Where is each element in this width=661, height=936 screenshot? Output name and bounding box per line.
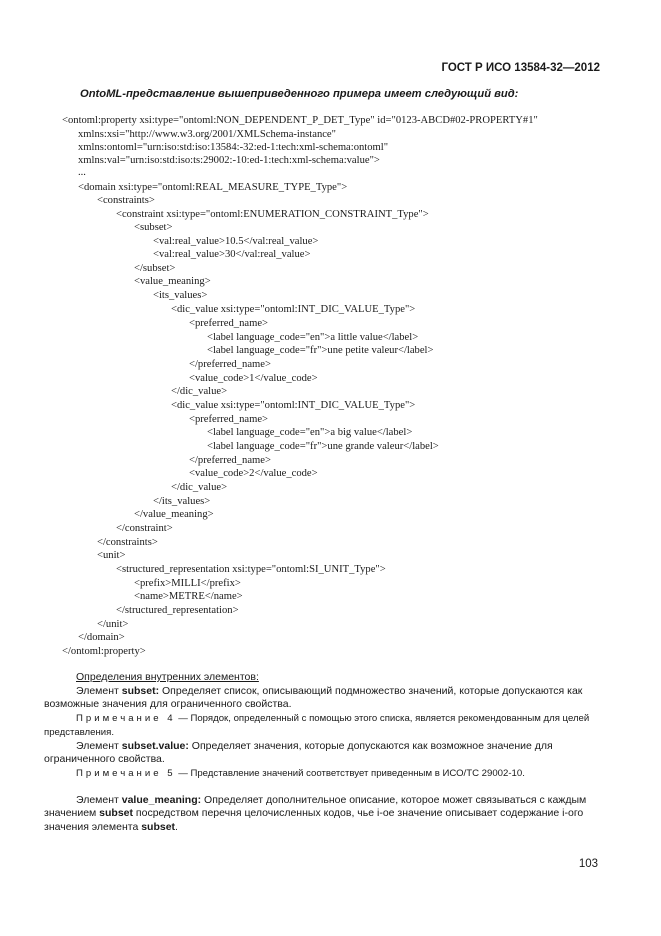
code-line: <value_meaning>: [134, 276, 211, 287]
definitions-heading: Определения внутренних элементов:: [76, 671, 259, 683]
term-subset: subset: [141, 821, 176, 834]
page-number: 103: [578, 858, 598, 870]
code-line: <domain xsi:type="ontoml:REAL_MEASURE_TYPE_Type">: [78, 182, 348, 193]
code-line: <label language_code="en">a big value</label>: [207, 427, 413, 438]
code-line: <preferred_name>: [189, 318, 268, 329]
term-subset: subset: [99, 807, 134, 820]
code-line: <dic_value xsi:type="ontoml:INT_DIC_VALUE_Type">: [171, 400, 416, 411]
code-line: </constraint>: [116, 523, 173, 534]
code-line: <structured_representation xsi:type="ontoml:SI_UNIT_Type">: [116, 564, 386, 575]
code-line: <constraint xsi:type="ontoml:ENUMERATION_CONSTRAINT_Type">: [116, 209, 429, 220]
code-line: xmlns:ontoml="urn:iso:std:iso:13584:-32:ed-1:tech:xml-schema:ontoml": [78, 142, 389, 153]
term-subset-value: subset.value:: [121, 739, 189, 752]
code-line: </preferred_name>: [189, 455, 271, 466]
code-line: xmlns:xsi="http://www.w3.org/2001/XMLSchema-instance": [78, 129, 336, 140]
code-line: </dic_value>: [171, 482, 228, 493]
code-line: ...: [78, 167, 86, 178]
code-line: <ontoml:property xsi:type="ontoml:NON_DEPENDENT_P_DET_Type" id="0123-ABCD#02-PROPERTY#1": [62, 115, 538, 126]
subset-value-definition: Элемент subset.value: Определяет значения, которые допускаются как возможное значение для ограниченного свойства.: [44, 739, 553, 766]
code-line: <its_values>: [153, 290, 208, 301]
value-meaning-definition: Элемент value_meaning: Определяет дополнительное описание, которое может связываться с каждым значением subset посредством перечня целочисленных кодов, чье i-ое значение описывает содержание i-ого значения элемента subset.: [44, 793, 587, 834]
code-line: <prefix>MILLI</prefix>: [134, 578, 241, 589]
code-line: </constraints>: [97, 537, 158, 548]
code-line: <label language_code="fr">une grande valeur</label>: [207, 441, 439, 452]
code-line: </preferred_name>: [189, 359, 271, 370]
code-line: <label language_code="fr">une petite valeur</label>: [207, 345, 434, 356]
code-line: </dic_value>: [171, 386, 228, 397]
note-5: Примечание 5 — Представление значений соответствует приведенным в ИСО/ТС 29002-10.: [76, 767, 525, 779]
code-line: </unit>: [97, 619, 129, 630]
code-line: <label language_code="en">a little value</label>: [207, 332, 419, 343]
code-line: <name>METRE</name>: [134, 591, 243, 602]
code-line: <value_code>2</value_code>: [189, 468, 318, 479]
code-line: </its_values>: [153, 496, 211, 507]
definitions-section: [44, 671, 599, 835]
term-value-meaning: value_meaning:: [121, 793, 202, 806]
note-label: Примечание 5: [76, 767, 176, 779]
term-subset: subset:: [121, 684, 160, 697]
code-line: <unit>: [97, 550, 126, 561]
code-line: </ontoml:property>: [62, 646, 146, 657]
code-line: </structured_representation>: [116, 605, 239, 616]
note-4: Примечание 4 — Порядок, определенный с помощью этого списка, является рекомендованным для целей представления.: [44, 713, 590, 738]
code-line: <preferred_name>: [189, 414, 268, 425]
code-line: </subset>: [134, 263, 176, 274]
code-line: <value_code>1</value_code>: [189, 373, 318, 384]
code-line: <val:real_value>10.5</val:real_value>: [153, 236, 319, 247]
subset-definition: Элемент subset: Определяет список, описывающий подмножество значений, которые допускаются как возможные значения для ограниченного свойства.: [44, 684, 583, 711]
code-line: <val:real_value>30</val:real_value>: [153, 249, 311, 260]
code-line: <dic_value xsi:type="ontoml:INT_DIC_VALUE_Type">: [171, 304, 416, 315]
intro-text: OntoML-представление вышеприведенного примера имеет следующий вид:: [80, 88, 519, 100]
document-header: ГОСТ Р ИСО 13584-32—2012: [441, 62, 600, 74]
code-line: </domain>: [78, 632, 125, 643]
note-label: Примечание 4: [76, 713, 176, 725]
code-line: <constraints>: [97, 195, 155, 206]
code-line: <subset>: [134, 222, 173, 233]
code-line: </value_meaning>: [134, 509, 214, 520]
code-line: xmlns:val="urn:iso:std:iso:ts:29002:-10:ed-1:tech:xml-schema:value">: [78, 155, 380, 166]
